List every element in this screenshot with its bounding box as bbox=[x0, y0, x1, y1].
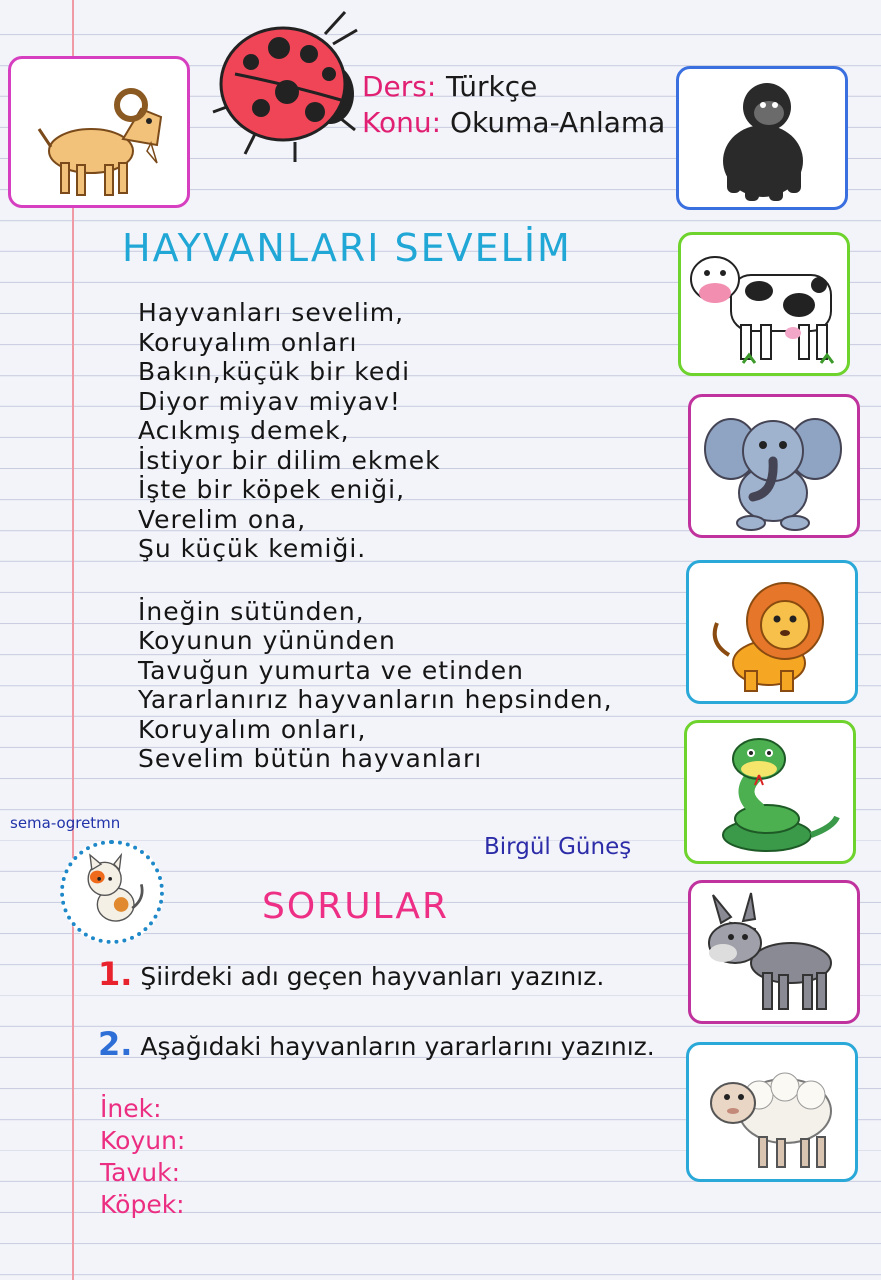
snake-picture bbox=[684, 720, 856, 864]
poem-line: Verelim ona, bbox=[138, 504, 307, 534]
elephant-icon bbox=[691, 397, 857, 535]
sheep-icon bbox=[689, 1045, 855, 1179]
question-number: 2. bbox=[98, 1025, 133, 1063]
question-text: Şiirdeki adı geçen hayvanları yazınız. bbox=[140, 962, 605, 991]
answer-label-koyun: Koyun: bbox=[100, 1126, 186, 1155]
goat-picture bbox=[8, 56, 190, 208]
cat-icon bbox=[68, 844, 156, 932]
poem-line: Yararlanırız hayvanların hepsinden, bbox=[138, 685, 613, 714]
poem-line: Tavuğun yumurta ve etinden bbox=[138, 655, 524, 685]
ders-label: Ders: bbox=[362, 70, 437, 103]
elephant-picture bbox=[688, 394, 860, 538]
cow-icon bbox=[681, 235, 847, 373]
sheep-picture bbox=[686, 1042, 858, 1182]
teacher-signature: sema-ogretmn bbox=[10, 814, 121, 832]
gorilla-picture bbox=[676, 66, 848, 210]
answer-label-kopek: Köpek: bbox=[100, 1190, 185, 1219]
answer-list bbox=[100, 1093, 185, 1221]
lion-icon bbox=[689, 563, 855, 701]
stanza-gap bbox=[138, 564, 613, 597]
konu-value: Okuma-Anlama bbox=[450, 106, 666, 139]
poem-line: İşte bir köpek eniği, bbox=[138, 475, 406, 504]
question-2 bbox=[98, 1025, 655, 1063]
ders-value: Türkçe bbox=[446, 70, 538, 103]
donkey-icon bbox=[691, 883, 857, 1021]
poem-line: Şu küçük kemiği. bbox=[138, 534, 367, 563]
poem-line: Sevelim bütün hayvanları bbox=[138, 744, 483, 773]
question-text: Aşağıdaki hayvanların yararlarını yazınız. bbox=[140, 1032, 655, 1061]
ladybug-icon bbox=[205, 4, 365, 164]
poem-line: Koruyalım onları bbox=[138, 327, 358, 357]
poem-line: Koyunun yününden bbox=[138, 626, 396, 655]
answer-label-tavuk: Tavuk: bbox=[100, 1158, 180, 1187]
poem-title: HAYVANLARI SEVELİM bbox=[122, 226, 572, 270]
snake-icon bbox=[687, 723, 853, 861]
poem bbox=[138, 298, 613, 774]
poem-line: Koruyalım onları, bbox=[138, 714, 367, 744]
gorilla-icon bbox=[679, 69, 845, 207]
answer-label-inek: İnek: bbox=[100, 1094, 162, 1123]
poem-line: Hayvanları sevelim, bbox=[138, 298, 405, 327]
poem-line: Diyor miyav miyav! bbox=[138, 386, 401, 416]
ladybug-picture bbox=[205, 4, 365, 164]
questions-title: SORULAR bbox=[262, 886, 450, 927]
poem-author: Birgül Güneş bbox=[484, 834, 632, 860]
goat-icon bbox=[11, 59, 187, 205]
poem-line: Acıkmış demek, bbox=[138, 416, 350, 445]
poem-line: İstiyor bir dilim ekmek bbox=[138, 445, 441, 475]
question-number: 1. bbox=[98, 955, 133, 993]
poem-line: Bakın,küçük bir kedi bbox=[138, 357, 411, 386]
cow-picture bbox=[678, 232, 850, 376]
question-1 bbox=[98, 955, 604, 993]
poem-line: İneğin sütünden, bbox=[138, 596, 365, 626]
cat-badge bbox=[60, 840, 164, 944]
donkey-picture bbox=[688, 880, 860, 1024]
lion-picture bbox=[686, 560, 858, 704]
konu-label: Konu: bbox=[362, 106, 442, 139]
